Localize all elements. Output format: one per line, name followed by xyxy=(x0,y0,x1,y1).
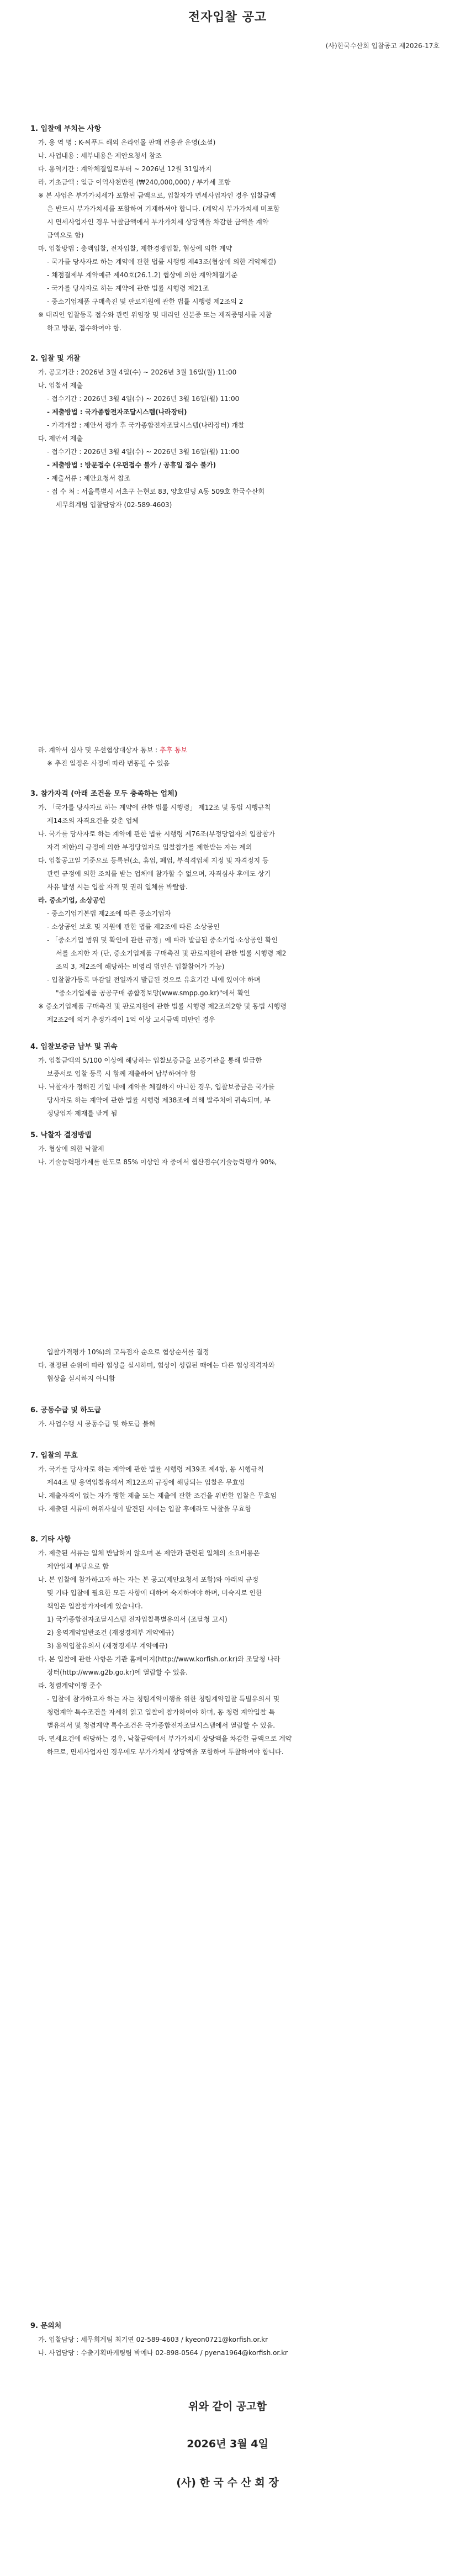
qualification-item: 다. 입찰공고일 기준으로 등록된(소, 휴업, 폐업, 부적격업체 지정 및 자격정지 등 xyxy=(38,857,269,864)
other-item: 장터(http://www.g2b.go.kr)에 열람할 수 있음. xyxy=(47,1669,188,1676)
award-item: 입찰가격평가 10%)의 고득점자 순으로 협상순서를 결정 xyxy=(47,1348,209,1356)
price-opening: - 가격개찰 : 제안서 평가 후 국가종합전자조달시스템(나라장터) 개찰 xyxy=(47,421,245,429)
qualification-item: 관련 규정에 의한 조치를 받는 업체에 참가할 수 없으며, 자격심사 후에도 상기 xyxy=(47,870,271,878)
service-period: 다. 용역기간 : 계약체결일로부터 ~ 2026년 12월 31일까지 xyxy=(38,165,212,173)
announcement-number: (사)한국수산회 입찰공고 제2026-17호 xyxy=(325,42,440,50)
joint-supply-item: 가. 사업수행 시 공동수급 및 하도급 불허 xyxy=(38,1420,156,1428)
deposit-item: 가. 입찰금액의 5/100 이상에 해당하는 입찰보증금을 보증기관을 통해 발급한 xyxy=(38,1057,262,1064)
award-item: 가. 협상에 의한 낙찰제 xyxy=(38,1145,104,1153)
service-content: 나. 사업내용 : 세부내용은 제안요청서 참조 xyxy=(38,152,162,160)
proxy-note-cont: 하고 방문, 접수하여야 함. xyxy=(47,324,121,332)
sme-item: - 소상공인 보호 및 지원에 관한 법률 제2조에 따른 소상공인 xyxy=(47,923,220,931)
award-item: 다. 결정된 순위에 따라 협상을 실시하며, 협상이 성립된 때에는 다른 협상적격자와 xyxy=(38,1361,275,1369)
section-heading: 2. 입찰 및 개찰 xyxy=(30,355,81,363)
qualification-item: 가. 「국가를 당사자로 하는 계약에 관한 법률 시행령」 제12조 및 동법 시행규칙 xyxy=(38,804,271,811)
section-qualification xyxy=(30,788,428,1026)
bid-receipt-period: - 접수기간 : 2026년 3월 4일(수) ~ 2026년 3월 16일(월) 11:00 xyxy=(47,395,240,403)
section-invalid-bid xyxy=(30,1449,428,1516)
vat-note-cont: 금액으로 함) xyxy=(47,231,84,239)
result-notice-line xyxy=(30,743,428,757)
proposal-submission-method: - 제출방법 : 방문접수 (우편접수 불가 / 공휴일 접수 불가) xyxy=(47,461,216,469)
integrity-heading: 라. 청렴계약이행 준수 xyxy=(38,1682,102,1690)
bid-submission: 나. 입찰서 제출 xyxy=(38,382,83,389)
qualification-item: 나. 국가를 당사자로 하는 계약에 관한 법률 시행령 제76조(부정당업자의 입찰참가 xyxy=(38,830,276,838)
invalid-item: 가. 국가를 당사자로 하는 계약에 관한 법률 시행령 제39조 제4항, 동 시행규칙 xyxy=(38,1465,264,1473)
sme-item: 조의 3, 제2조에 해당하는 비영리 법인은 입찰참여가 가능) xyxy=(56,963,225,970)
sme-item: - 입찰참가등록 마감일 전일까지 발급된 것으로 유효기간 내에 있어야 하며 xyxy=(47,976,261,984)
vat-note: ※ 본 사업은 부가가치세가 포함된 금액으로, 입찰자가 면세사업자인 경우 입찰금액 xyxy=(38,192,276,199)
regulation-item: 1) 국가종합전자조달시스템 전자입찰특별유의서 (조달청 고시) xyxy=(47,1616,228,1623)
section-heading: 4. 입찰보증금 납부 및 귀속 xyxy=(30,1043,118,1051)
qualification-item: 제14조의 자격요건을 갖춘 업체 xyxy=(47,817,139,825)
deposit-item: 정당업자 제재를 받게 됨 xyxy=(47,1110,118,1117)
section-heading: 6. 공동수급 및 하도급 xyxy=(30,1406,102,1414)
invalid-item: 제44조 및 용역입찰유의서 제12조의 규정에 해당되는 입찰은 무효임 xyxy=(47,1479,245,1486)
regulation-item: 2) 용역계약일반조건 (재정경제부 계약예규) xyxy=(47,1629,174,1637)
qualification-item: 사유 발생 시는 입찰 자격 및 권리 일체를 박탈함. xyxy=(47,883,188,891)
section-heading: 9. 문의처 xyxy=(30,2322,62,2330)
invalid-item: 다. 제출된 서류에 허위사실이 발견된 시에는 입찰 후에라도 낙찰을 무효함 xyxy=(38,1505,251,1513)
sme-item: - 「중소기업 범위 및 확인에 관한 규정」에 따라 발급된 중소기업·소상공인 확인 xyxy=(47,936,278,944)
qualification-item: 자격 제한)의 규정에 의한 부정당업자로 입찰참가를 제한받는 자는 제외 xyxy=(47,843,252,851)
sme-item: - 중소기업기본법 제2조에 따른 중소기업자 xyxy=(47,910,171,917)
bid-method-rule: - 중소기업제품 구매촉진 및 판로지원에 관한 법률 시행령 제2조의 2 xyxy=(47,298,244,305)
sme-item: 서를 소지한 자 (단, 중소기업제품 구매촉진 및 판로지원에 관한 법률 시행령 제2 xyxy=(56,949,287,957)
section-result-notice xyxy=(30,743,428,770)
issuer-signature: (사) 한 국 수 산 회 장 xyxy=(176,2477,279,2489)
sme-item: "중소기업제품 공공구매 종합정보망(www.smpp.go.kr)"에서 확인 xyxy=(56,989,250,997)
other-item: 가. 제출된 서류는 일체 반납하지 않으며 본 제안과 관련된 일체의 소요비용은 xyxy=(38,1549,260,1557)
service-name: 가. 용 역 명 : K-씨푸드 해외 온라인몰 판매 컨용관 운영(소셜) xyxy=(38,139,216,146)
announcement-date: 2026년 3월 4일 xyxy=(187,2438,268,2450)
page-title: 전자입찰 공고 xyxy=(188,10,267,24)
vat-note-cont: 은 반드시 부가가치세를 포함하여 기재하셔야 합니다. (계약시 부가가치세 미포함 xyxy=(47,205,280,213)
bid-method: 마. 입찰방법 : 총액입찰, 전자입찰, 제한경쟁입찰, 협상에 의한 계약 xyxy=(38,245,232,252)
section-heading: 1. 입찰에 부치는 사항 xyxy=(30,125,102,133)
project-contact: 나. 사업담당 : 수출기획마케팅팀 박예나 02-898-0564 / pyena1964@korfish.or.kr xyxy=(38,2349,288,2357)
other-item: 제안업체 부담으로 함 xyxy=(47,1563,109,1570)
integrity-item: 별유의서 및 청렴계약 특수조건은 국가종합전자조달시스템에서 열람할 수 있음. xyxy=(47,1722,276,1729)
award-item: 나. 기술능력평가제를 한도로 85% 이상인 자 중에서 협산점수(기술능력평가 90%, xyxy=(38,1158,277,1166)
tax-exempt-note: 마. 면세요건에 해당하는 경우, 낙찰금액에서 부가가치세 상당액을 차감한 금액으로 계약 xyxy=(38,1735,292,1743)
integrity-item: - 입찰에 참가하고자 하는 자는 청렴계약이행을 위한 청렴계약입찰 특별유의서 및 xyxy=(47,1695,280,1703)
deposit-item: 당사자로 하는 계약에 관한 법률 시행령 제38조에 의해 발주처에 귀속되며, 부 xyxy=(47,1096,271,1104)
sme-note: 제2조2에 의거 추정가격이 1억 이상 고시금액 미만인 경우 xyxy=(47,1016,215,1023)
section-bid-items xyxy=(30,123,428,335)
section-heading: 8. 기타 사항 xyxy=(30,1535,71,1544)
sme-heading: 라. 중소기업, 소상공인 xyxy=(38,896,105,904)
award-item: 협상을 실시하지 아니함 xyxy=(47,1375,115,1382)
deposit-item: 나. 낙찰자가 정해진 기일 내에 계약을 체결하지 아니한 경우, 입찰보증금은 국가를 xyxy=(38,1083,275,1091)
proxy-note: ※ 대리인 입찰등록 접수와 관련 위임장 및 대리인 신분증 또는 재직증명서를 지참 xyxy=(38,311,272,319)
bid-method-rule: - 국가를 당사자로 하는 계약에 관한 법률 시행령 제43조(협상에 의한 계약체결) xyxy=(47,258,276,266)
integrity-item: 청렴계약 특수조건을 자세히 읽고 입찰에 참가하여야 하며, 동 청렴 계약입찰 특 xyxy=(47,1708,275,1716)
section-heading: 7. 입찰의 무효 xyxy=(30,1451,78,1460)
section-award-method xyxy=(30,1129,428,1169)
receipt-office-contact: 세무회계팀 입찰담당자 (02-589-4603) xyxy=(56,501,172,509)
result-notice-label: 라. 계약서 심사 및 우선협상대상자 통보 : xyxy=(38,746,158,754)
bid-submission-method: - 제출방법 : 국가종합전자조달시스템(나라장터) xyxy=(47,408,187,416)
deposit-item: 보증서로 입찰 등록 시 함께 제출하여 납부하여야 함 xyxy=(47,1070,197,1078)
section-contact xyxy=(30,2320,428,2359)
proposal-documents: - 제출서류 : 제안요청서 참조 xyxy=(47,474,131,482)
proposal-receipt-period: - 접수기간 : 2026년 3월 4일(수) ~ 2026년 3월 16일(월) 11:00 xyxy=(47,448,240,456)
notice-period: 가. 공고기간 : 2026년 3월 4일(수) ~ 2026년 3월 16일(월) 11:00 xyxy=(38,368,237,376)
other-item: 책임은 입찰참가자에게 있습니다. xyxy=(47,1602,143,1610)
bid-method-rule: - 국가를 당사자로 하는 계약에 관한 법률 시행령 제21조 xyxy=(47,284,209,292)
section-joint-supply xyxy=(30,1404,428,1430)
base-amount: 라. 기초금액 : 일금 이억사천만원 (₩240,000,000) / 부가세 포함 xyxy=(38,178,231,186)
section-other xyxy=(30,1533,428,1759)
section-award-method-cont xyxy=(30,1345,428,1385)
vat-note-cont: 시 면세사업자인 경우 낙찰금액에서 부가가치세 상당액을 차감한 금액을 계약 xyxy=(47,218,269,226)
section-heading: 3. 참가자격 (아래 조건을 모두 충족하는 업체) xyxy=(30,790,178,798)
bid-contact: 가. 입찰담당 : 세무회계팀 최기연 02-589-4603 / kyeon0721@korfish.or.kr xyxy=(38,2336,268,2343)
schedule-change-note: ※ 추진 일정은 사정에 따라 변동될 수 있음 xyxy=(47,759,170,767)
proposal-submission: 다. 제안서 제출 xyxy=(38,435,83,442)
invalid-item: 나. 제출자격이 없는 자가 행한 제출 또는 제출에 관한 조건을 위반한 입찰은 무효임 xyxy=(38,1492,277,1500)
sme-note: ※ 중소기업제품 구매촉진 및 판로지원에 관한 법률 시행령 제2조의2항 및 동법 시행령 xyxy=(38,1002,287,1010)
result-notice-value: 추후 통보 xyxy=(160,746,188,754)
bid-method-rule: - 채점결제부 계약예규 제40호(26.1.2) 협상에 의한 계약체결기준 xyxy=(47,271,238,279)
other-item: 및 기타 입찰에 필요한 모든 사항에 대하여 숙지하여야 하며, 미숙지로 인한 xyxy=(47,1589,262,1597)
other-item: 나. 본 입찰에 참가하고자 하는 자는 본 공고(제안요청서 포함)와 아래의 규정 xyxy=(38,1576,259,1583)
section-heading: 5. 낙찰자 결정방법 xyxy=(30,1131,92,1139)
tax-exempt-note: 하므로, 면세사업자인 경우에도 부가가치세 상당액을 포함하여 투찰하여야 합니다. xyxy=(47,1748,284,1756)
other-item: 다. 본 입찰에 관한 사항은 기관 홈페이지(http://www.korfish.or.kr)와 조달청 나라 xyxy=(38,1655,281,1663)
receipt-office: - 접 수 처 : 서울특별시 서초구 논현로 83, 양호빌딩 A동 509호 한국수산회 xyxy=(47,488,265,495)
closing-statement: 위와 같이 공고함 xyxy=(188,2400,267,2413)
section-bid-deposit xyxy=(30,1041,428,1120)
regulation-item: 3) 용역입찰유의서 (재정경제부 계약예규) xyxy=(47,1642,168,1650)
section-bid-opening xyxy=(30,352,428,511)
